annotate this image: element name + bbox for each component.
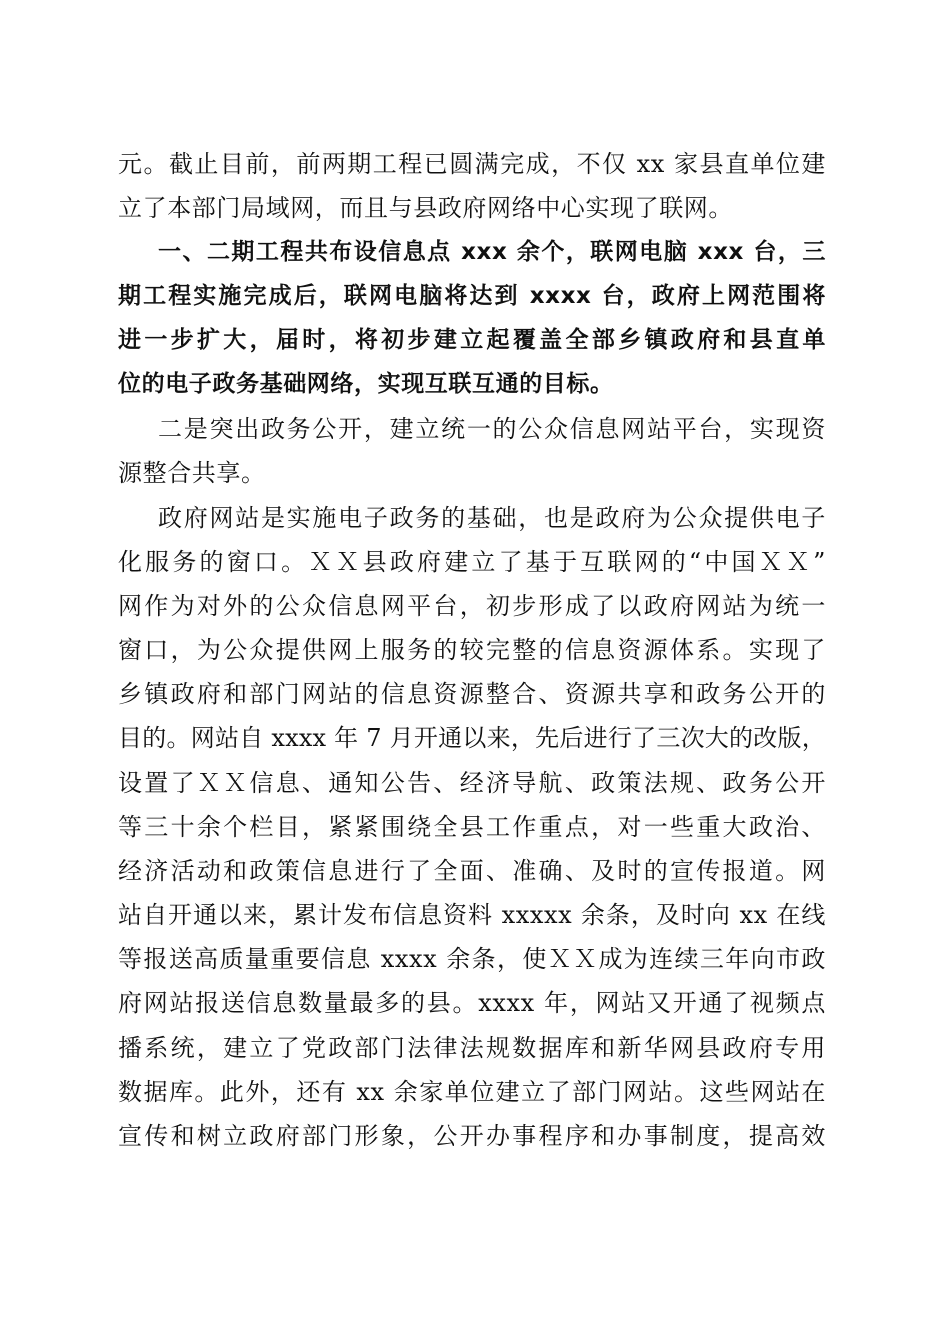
bold-text-line: 一、二期工程共布设信息点 xxx 余个，联网电脑 xxx 台，三 [158,239,826,265]
bold-text-line: 进一步扩大，届时，将初步建立起覆盖全部乡镇政府和县直单 [118,327,826,353]
text-line: 立了本部门局域网，而且与县政府网络中心实现了联网。 [118,194,733,222]
text-line: 设置了ＸＸ信息、通知公告、经济导航、政策法规、政务公开 [118,769,826,797]
bold-text-line: 期工程实施完成后，联网电脑将达到 xxxx 台，政府上网范围将 [118,283,826,309]
text-line: 府网站报送信息数量最多的县。xxxx 年，网站又开通了视频点 [118,989,826,1017]
text-line: 播系统，建立了党政部门法律法规数据库和新华网县政府专用 [118,1034,826,1062]
text-line: 窗口，为公众提供网上服务的较完整的信息资源体系。实现了 [118,636,826,664]
text-line: 元。截止目前，前两期工程已圆满完成，不仅 xx 家县直单位建 [118,150,826,178]
text-line: 数据库。此外，还有 xx 余家单位建立了部门网站。这些网站在 [118,1078,826,1106]
text-line: 乡镇政府和部门网站的信息资源整合、资源共享和政务公开的 [118,680,826,708]
text-line: 等三十余个栏目，紧紧围绕全县工作重点，对一些重大政治、 [118,813,826,841]
section-heading-line: 源整合共享。 [118,459,266,487]
text-line: 站自开通以来，累计发布信息资料 xxxxx 余条，及时向 xx 在线 [118,901,826,929]
bold-text-line: 位的电子政务基础网络，实现互联互通的目标。 [118,371,614,397]
text-line: 化服务的窗口。ＸＸ县政府建立了基于互联网的“中国ＸＸ” [118,548,826,576]
text-line: 经济活动和政策信息进行了全面、准确、及时的宣传报道。网 [118,857,826,885]
text-line: 政府网站是实施电子政务的基础，也是政府为公众提供电子 [158,504,826,532]
section-heading-line: 二是突出政务公开，建立统一的公众信息网站平台，实现资 [158,415,826,443]
text-line: 网作为对外的公众信息网平台，初步形成了以政府网站为统一 [118,592,826,620]
text-line: 宣传和树立政府部门形象，公开办事程序和办事制度，提高效 [118,1122,826,1150]
text-line: 目的。网站自 xxxx 年 7 月开通以来，先后进行了三次大的改版， [118,724,826,752]
text-line: 等报送高质量重要信息 xxxx 余条，使ＸＸ成为连续三年向市政 [118,945,826,973]
